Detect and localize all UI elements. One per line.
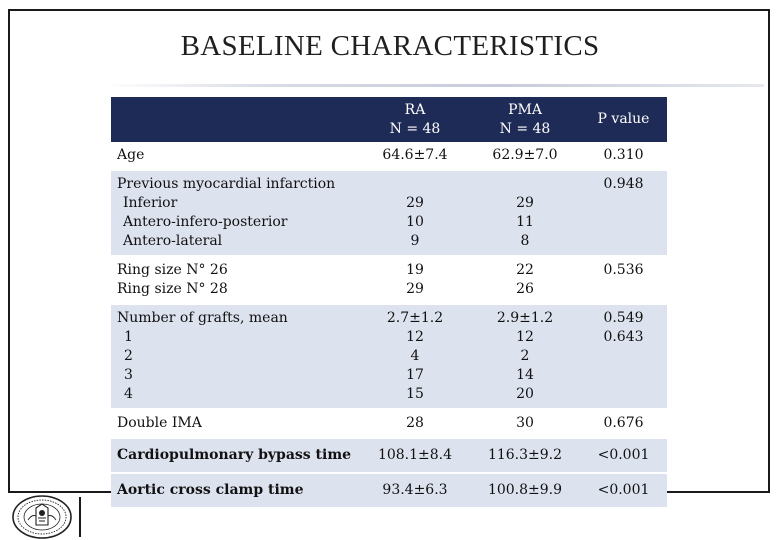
cell-ra [360, 438, 470, 473]
table-row-double-ima [111, 409, 667, 438]
cell-pma-line: 8 [520, 233, 530, 249]
cell-ra-line [366, 175, 464, 194]
header-p-value-line: P value [597, 111, 650, 127]
cell-ra-line: 64.6±7.4 [382, 147, 448, 163]
cell-pma-line [476, 175, 574, 194]
cell-ra [360, 256, 470, 304]
cell-ra-line: 9 [410, 233, 420, 249]
cell-p-value [580, 170, 667, 256]
table-row-cardiopulmonary-bypass [111, 438, 667, 473]
row-label [111, 473, 360, 508]
cell-ra-line: 15 [406, 386, 424, 402]
cell-pma-line: 116.3±9.2 [487, 447, 563, 463]
cell-pma-line: 62.9±7.0 [492, 147, 558, 163]
cell-pma-line: 20 [516, 386, 534, 402]
cell-p-line: <0.001 [597, 482, 650, 498]
header-pma [470, 97, 580, 142]
cell-ra-line: 29 [406, 281, 424, 297]
cell-pma-line: 12 [516, 329, 534, 345]
row-label [111, 170, 360, 256]
table-row-ring-size [111, 256, 667, 304]
table-row-age [111, 142, 667, 170]
cell-pma [470, 473, 580, 508]
cell-ra-line: 10 [406, 214, 424, 230]
row-label-line: 4 [124, 386, 133, 402]
cell-p-value [580, 304, 667, 409]
row-label [111, 256, 360, 304]
table-row-number-of-grafts [111, 304, 667, 409]
header-p-value [580, 97, 667, 142]
cell-pma-line: 2.9±1.2 [496, 310, 554, 326]
table-header-row [111, 97, 667, 142]
row-label-line: Previous myocardial infarction [117, 176, 336, 192]
cell-p-value [580, 256, 667, 304]
row-label-line: Antero-lateral [123, 233, 223, 249]
cell-ra-line: 12 [406, 329, 424, 345]
table-row-previous-mi [111, 170, 667, 256]
cell-pma-line: 14 [516, 367, 534, 383]
cell-pma-line: 2 [520, 348, 530, 364]
cell-pma [470, 304, 580, 409]
row-label [111, 438, 360, 473]
row-label-line: Number of grafts, mean [117, 310, 288, 326]
row-label-line: Cardiopulmonary bypass time [117, 447, 352, 463]
cell-p-line: 0.676 [603, 415, 644, 431]
row-label-line: Aortic cross clamp time [117, 482, 304, 498]
cell-pma-line: 29 [516, 195, 534, 211]
logo-divider [79, 497, 81, 537]
header-label-column [111, 97, 360, 142]
row-label-line: 2 [124, 348, 133, 364]
cell-ra [360, 304, 470, 409]
cell-p-value [580, 438, 667, 473]
cell-p-value [580, 409, 667, 438]
cell-p-line: 0.643 [603, 329, 644, 345]
cell-ra [360, 473, 470, 508]
cell-p-line: <0.001 [597, 447, 650, 463]
row-label [111, 304, 360, 409]
row-label-line: Double IMA [117, 415, 202, 431]
cell-p-line: 0.948 [603, 176, 644, 192]
cell-ra-line: 2.7±1.2 [386, 310, 444, 326]
cell-pma [470, 170, 580, 256]
university-seal-icon [6, 494, 78, 540]
row-label [111, 142, 360, 170]
row-label-line: Age [117, 147, 145, 163]
cell-p-line: 0.310 [603, 147, 644, 163]
row-label [111, 409, 360, 438]
row-label-line: 3 [124, 367, 133, 383]
cell-p-value [580, 142, 667, 170]
cell-ra-line: 28 [406, 415, 424, 431]
cell-p-value [580, 473, 667, 508]
cell-pma [470, 438, 580, 473]
cell-p-line: 0.549 [603, 310, 644, 326]
cell-ra [360, 409, 470, 438]
title-underline [102, 84, 764, 87]
cell-ra-line: 29 [406, 195, 424, 211]
cell-ra-line: 17 [406, 367, 424, 383]
slide-title: BASELINE CHARACTERISTICS [180, 30, 600, 62]
cell-pma [470, 142, 580, 170]
cell-pma-line: 11 [516, 214, 534, 230]
header-ra-line: RA [404, 101, 426, 118]
cell-ra-line: 4 [410, 348, 420, 364]
row-label-line: Inferior [123, 195, 178, 211]
row-label-line: Antero-infero-posterior [123, 214, 288, 230]
cell-p-line: 0.536 [603, 262, 644, 278]
header-ra [360, 97, 470, 142]
cell-pma-line: 100.8±9.9 [487, 482, 563, 498]
cell-pma [470, 409, 580, 438]
cell-pma [470, 256, 580, 304]
cell-pma-line: 22 [516, 262, 534, 278]
cell-ra-line: 93.4±6.3 [382, 482, 448, 498]
cell-pma-line: 30 [516, 415, 534, 431]
table-row-aortic-cross-clamp [111, 473, 667, 508]
row-label-line: Ring size N° 26 [117, 262, 228, 278]
cell-ra-line: 108.1±8.4 [377, 447, 453, 463]
cell-ra [360, 142, 470, 170]
baseline-table [111, 97, 667, 509]
cell-ra [360, 170, 470, 256]
cell-ra-line: 19 [406, 262, 424, 278]
header-pma-line: PMA [508, 101, 542, 118]
cell-pma-line: 26 [516, 281, 534, 297]
header-pma-line: N = 48 [499, 120, 551, 137]
row-label-line: Ring size N° 28 [117, 281, 228, 297]
header-ra-line: N = 48 [389, 120, 441, 137]
row-label-line: 1 [124, 329, 133, 345]
